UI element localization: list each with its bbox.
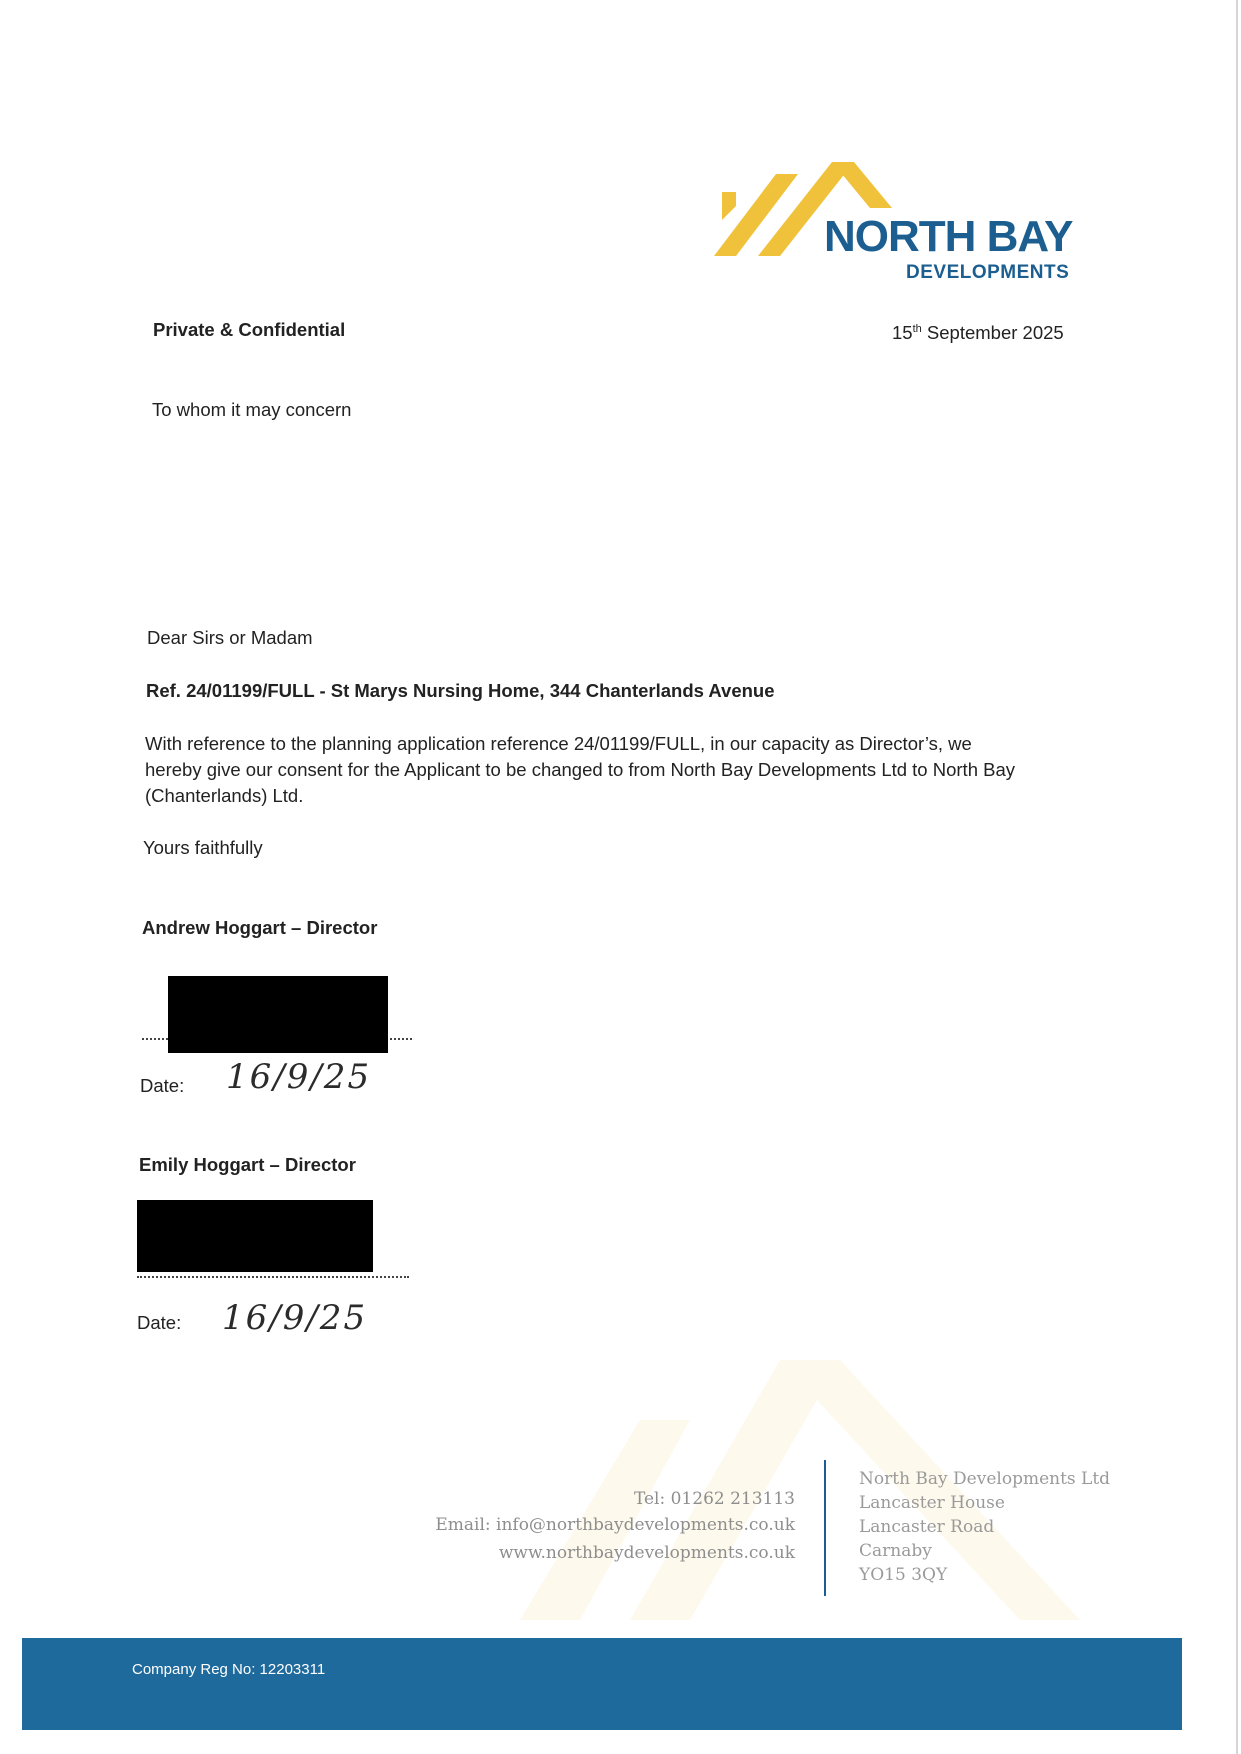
body-line: (Chanterlands) Ltd. bbox=[145, 785, 304, 806]
handwritten-date-2: 16/9/25 bbox=[222, 1298, 368, 1338]
body-paragraph bbox=[145, 731, 1105, 809]
address-line: Lancaster Road bbox=[859, 1517, 995, 1537]
confidential-label: Private & Confidential bbox=[153, 319, 346, 340]
redacted-signature-2 bbox=[137, 1200, 373, 1272]
contact-email: Email: info@northbaydevelopments.co.uk bbox=[435, 1515, 795, 1535]
page-edge bbox=[1236, 0, 1238, 1754]
date-day: 15 bbox=[892, 322, 913, 343]
signature-line-2 bbox=[137, 1276, 409, 1278]
date-rest: September 2025 bbox=[921, 322, 1064, 343]
contact-tel: Tel: 01262 213113 bbox=[633, 1489, 795, 1509]
letter-date bbox=[892, 322, 1064, 344]
footer-bar bbox=[22, 1638, 1182, 1730]
body-line: hereby give our consent for the Applicant to be changed to from North Bay Developments Ltd to North Bay bbox=[145, 759, 1015, 780]
address-line: Lancaster House bbox=[859, 1493, 1005, 1513]
company-logo bbox=[706, 160, 1092, 286]
address-line: Carnaby bbox=[859, 1541, 932, 1561]
company-address bbox=[859, 1467, 1110, 1587]
salutation: Dear Sirs or Madam bbox=[147, 627, 313, 648]
reference-line: Ref. 24/01199/FULL - St Marys Nursing Home, 344 Chanterlands Avenue bbox=[146, 680, 775, 701]
signatory-name-1: Andrew Hoggart – Director bbox=[142, 917, 378, 938]
body-line: With reference to the planning application reference 24/01199/FULL, in our capacity as Director’s, we bbox=[145, 733, 972, 754]
recipient: To whom it may concern bbox=[152, 399, 352, 420]
contact-website[interactable]: www.northbaydevelopments.co.uk bbox=[498, 1543, 795, 1563]
signatory-name-2: Emily Hoggart – Director bbox=[139, 1154, 356, 1175]
contact-divider bbox=[824, 1460, 826, 1596]
date-label-2: Date: bbox=[137, 1312, 182, 1333]
date-label-1: Date: bbox=[140, 1075, 185, 1096]
logo-brand-subtitle: DEVELOPMENTS bbox=[906, 262, 1070, 283]
redacted-signature-1 bbox=[168, 976, 388, 1053]
address-line: YO15 3QY bbox=[859, 1565, 948, 1585]
date-suffix: th bbox=[912, 322, 922, 335]
closing: Yours faithfully bbox=[143, 837, 263, 858]
company-reg-number: Company Reg No: 12203311 bbox=[132, 1661, 326, 1678]
address-line: North Bay Developments Ltd bbox=[859, 1469, 1111, 1489]
logo-brand-name: NORTH BAY bbox=[824, 212, 1073, 261]
handwritten-date-1: 16/9/25 bbox=[226, 1057, 372, 1097]
